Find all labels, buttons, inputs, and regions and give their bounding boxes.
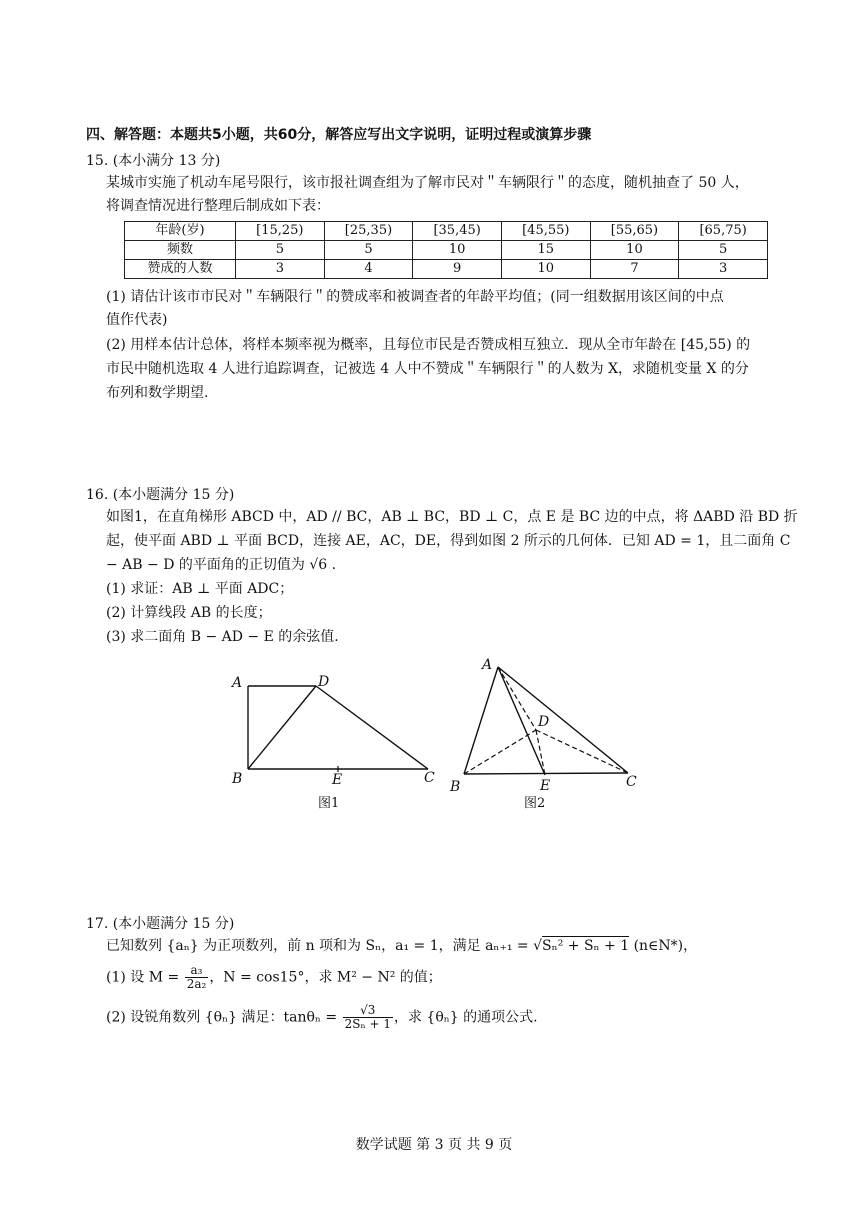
q15-heading: 15. (本小满分 13 分)	[86, 153, 221, 169]
table-cell: 5	[236, 241, 325, 260]
label-b: B	[450, 779, 461, 795]
col-header: [25,35)	[324, 222, 413, 241]
label-d: D	[538, 714, 550, 730]
table-row-approve	[125, 260, 768, 279]
page-footer: 数学试题 第 3 页 共 9 页	[355, 1137, 513, 1153]
edge-bc	[464, 773, 628, 774]
q15-intro-line1: 某城市实施了机动车尾号限行，该市报社调查组为了解市民对＂车辆限行＂的态度，随机抽查了 50 人，	[106, 175, 749, 191]
q16-part3: (3) 求二面角 B − AD − E 的余弦值.	[106, 629, 339, 645]
q17-part2-tail: ，求 {θₙ} 的通项公式.	[393, 1009, 538, 1026]
q16-line2: 起，使平面 ABD ⊥ 平面 BCD，连接 AE，AC，DE，得到如图 2 所示的几何体．已知 AD = 1，且二面角 C	[106, 533, 791, 549]
label-c: C	[626, 774, 637, 790]
table-cell: 10	[413, 241, 502, 260]
label-d: D	[318, 674, 330, 690]
edge-dc	[316, 686, 428, 769]
figure-2-caption: 图2	[524, 796, 546, 811]
table-cell: 10	[590, 241, 679, 260]
table-cell: 5	[324, 241, 413, 260]
label-e: E	[332, 772, 343, 788]
table-cell: 3	[236, 260, 325, 279]
edge-dc-hidden	[536, 730, 628, 773]
table-cell: 5	[679, 241, 768, 260]
q17-part1-text: (1) 设 M =	[106, 969, 184, 986]
q17-heading: 17. (本小题满分 15 分)	[86, 916, 235, 932]
table-cell: 10	[501, 260, 590, 279]
q17-part1	[106, 964, 442, 991]
label-a: A	[232, 675, 243, 691]
col-header: [65,75)	[679, 222, 768, 241]
table-cell: 7	[590, 260, 679, 279]
edge-ad-hidden	[498, 667, 536, 730]
q15-part1-line2: 值作代表)	[106, 312, 168, 328]
q16-part2: (2) 计算线段 AB 的长度；	[106, 605, 272, 621]
row-header-count: 频数	[125, 241, 236, 260]
q16-part1: (1) 求证：AB ⊥ 平面 ADC；	[106, 581, 294, 597]
label-b: B	[232, 771, 243, 787]
table-cell: 4	[324, 260, 413, 279]
q17-line1-tail: (n∈N*)，	[629, 938, 698, 954]
figure-1-caption: 图1	[318, 796, 340, 811]
row-header-approve: 赞成的人数	[125, 260, 236, 279]
sqrt-symbol: √	[533, 938, 543, 954]
q15-part2-line3: 布列和数学期望.	[106, 385, 209, 401]
q16-heading: 16. (本小题满分 15 分)	[86, 487, 235, 503]
section-title: 四、解答题：本题共5小题，共60分，解答应写出文字说明，证明过程或演算步骤	[86, 127, 592, 143]
label-a: A	[482, 657, 493, 673]
label-e: E	[540, 778, 551, 794]
q15-part2-line1: (2) 用样本估计总体，将样本频率视为概率，且每位市民是否赞成相互独立．现从全市年龄在 [45,55) 的	[106, 337, 751, 353]
edge-bd-hidden	[464, 730, 536, 774]
q17-part2	[106, 1004, 538, 1031]
row-header-age: 年龄(岁)	[125, 222, 236, 241]
figure-2-solid	[444, 650, 650, 796]
q15-frequency-table	[124, 221, 768, 279]
figure-1-trapezoid	[222, 666, 448, 796]
edge-ab	[464, 667, 498, 774]
col-header: [15,25)	[236, 222, 325, 241]
table-cell: 15	[501, 241, 590, 260]
col-header: [45,55)	[501, 222, 590, 241]
fraction-denominator: 2Sₙ + 1	[344, 1017, 391, 1031]
q16-line1: 如图1，在直角梯形 ABCD 中，AD // BC，AB ⊥ BC，BD ⊥ C，点 E 是 BC 边的中点，将 ΔABD 沿 BD 折	[106, 509, 798, 525]
q16-line3: − AB − D 的平面角的正切值为 √6 .	[106, 557, 337, 573]
q15-part2-line2: 市民中随机选取 4 人进行追踪调查，记被选 4 人中不赞成＂车辆限行＂的人数为 X，求随机变量 X 的分	[106, 361, 749, 377]
label-c: C	[424, 770, 435, 786]
fraction-numerator: a₃	[185, 964, 209, 978]
q17-part2-text: (2) 设锐角数列 {θₙ} 满足：tanθₙ =	[106, 1009, 342, 1026]
q17-part1-tail: ，N = cos15°，求 M² − N² 的值；	[209, 969, 442, 986]
col-header: [55,65)	[590, 222, 679, 241]
q15-intro-line2: 将调查情况进行整理后制成如下表：	[106, 198, 330, 214]
table-cell: 9	[413, 260, 502, 279]
fraction-tan	[343, 1004, 393, 1031]
fraction-m	[185, 964, 209, 991]
q17-sqrt-radicand: Sₙ² + Sₙ + 1	[542, 938, 630, 954]
q17-line1-text: 已知数列 {aₙ} 为正项数列，前 n 项和为 Sₙ，a₁ = 1，满足 aₙ₊₁ =	[106, 938, 534, 954]
col-header: [35,45)	[413, 222, 502, 241]
fraction-denominator: 2a₂	[186, 977, 207, 991]
edge-ac	[498, 667, 628, 773]
table-cell: 3	[679, 260, 768, 279]
edge-de-hidden	[536, 730, 545, 775]
edge-bd	[248, 686, 316, 769]
table-row-count	[125, 241, 768, 260]
q17-line1	[106, 936, 697, 956]
q15-part1-line1: (1) 请估计该市市民对＂车辆限行＂的赞成率和被调查者的年龄平均值；(同一组数据用该区间的中点	[106, 289, 724, 305]
table-row-age	[125, 222, 768, 241]
fraction-numerator: √3	[343, 1004, 393, 1018]
